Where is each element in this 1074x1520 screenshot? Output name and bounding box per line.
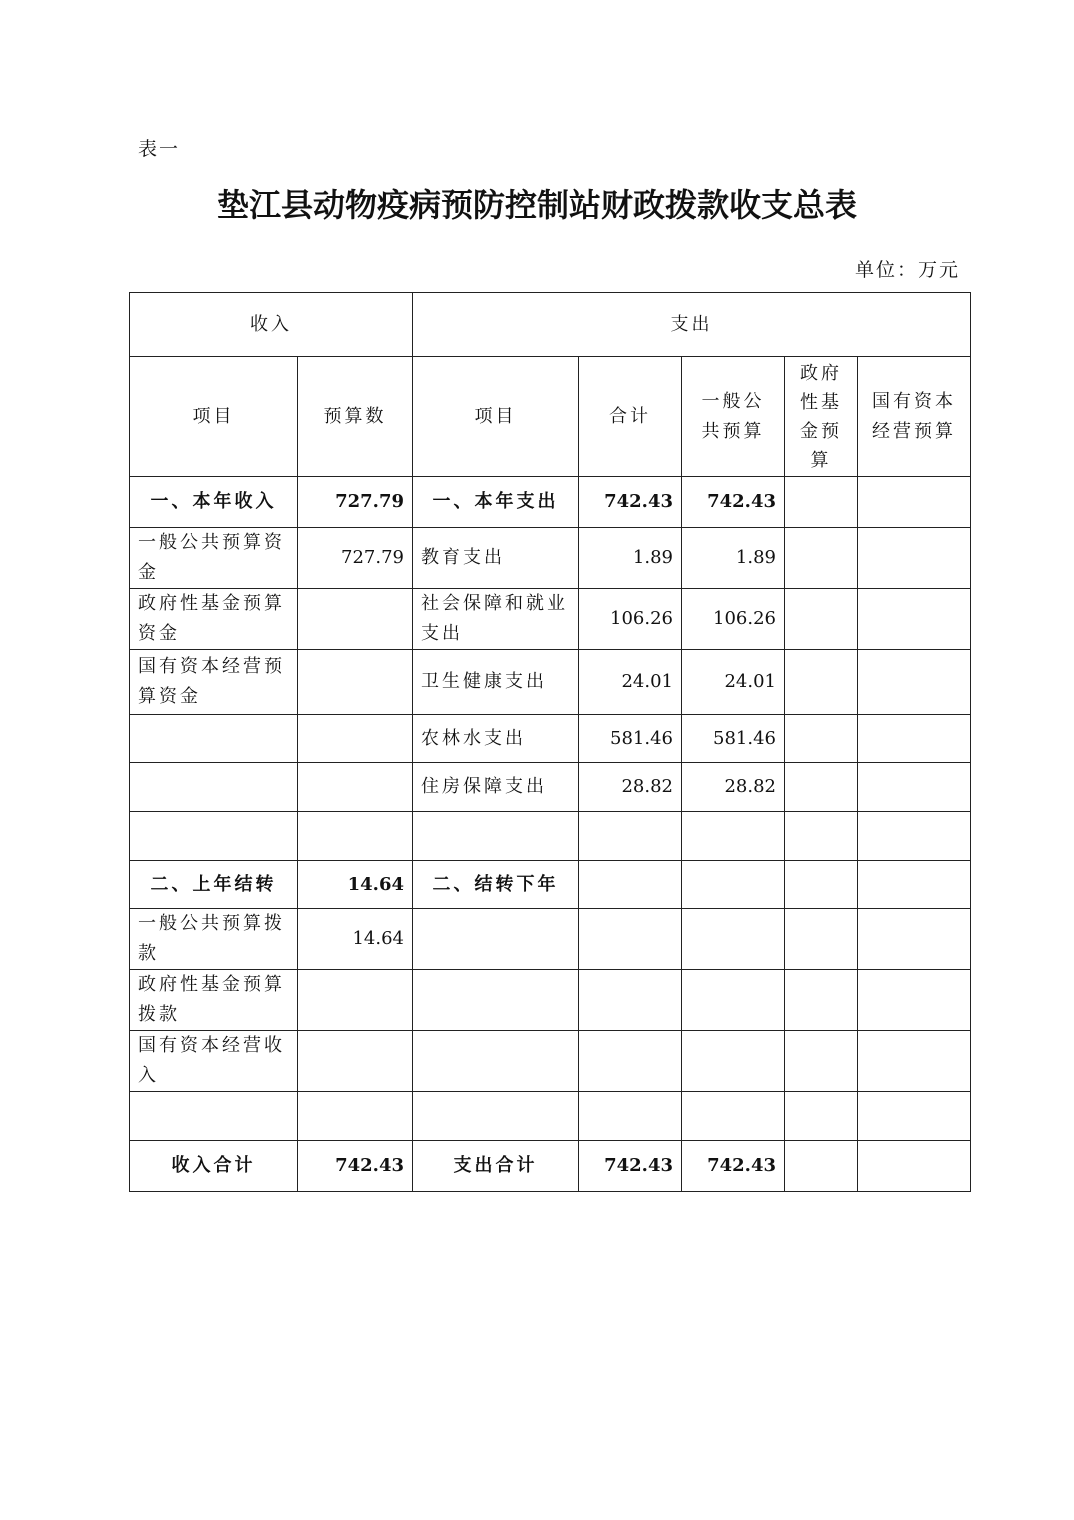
col-general-budget: 一般公共预算 <box>682 357 785 477</box>
income-item-cell: 政府性基金预算资金 <box>130 589 298 650</box>
expense-item-cell <box>413 812 579 861</box>
state-budget-cell <box>858 1092 971 1141</box>
general-budget-cell: 24.01 <box>682 650 785 715</box>
table-row <box>130 528 971 589</box>
expense-item-cell: 教育支出 <box>413 528 579 589</box>
income-item-cell <box>130 763 298 812</box>
income-amount-cell <box>298 812 413 861</box>
table-label: 表一 <box>138 138 181 160</box>
table-row <box>130 477 971 528</box>
col-fund-budget: 政府性基金预算 <box>785 357 858 477</box>
state-budget-cell <box>858 650 971 715</box>
table-row <box>130 715 971 763</box>
table-row <box>130 589 971 650</box>
expense-item-cell: 一、本年支出 <box>413 477 579 528</box>
state-budget-cell <box>858 1141 971 1192</box>
general-budget-cell <box>682 1092 785 1141</box>
col-state-budget: 国有资本经营预算 <box>858 357 971 477</box>
total-cell <box>579 1092 682 1141</box>
income-item-cell: 二、上年结转 <box>130 861 298 909</box>
income-header: 收入 <box>130 293 413 357</box>
total-cell: 1.89 <box>579 528 682 589</box>
unit-note: 单位：万元 <box>854 259 960 281</box>
total-cell: 742.43 <box>579 1141 682 1192</box>
table-row <box>130 1031 971 1092</box>
income-amount-cell: 742.43 <box>298 1141 413 1192</box>
state-budget-cell <box>858 970 971 1031</box>
total-cell <box>579 909 682 970</box>
page-title: 垫江县动物疫病预防控制站财政拨款收支总表 <box>216 186 857 224</box>
table-row <box>130 1092 971 1141</box>
total-cell: 106.26 <box>579 589 682 650</box>
total-cell <box>579 1031 682 1092</box>
table-row <box>130 861 971 909</box>
header-row-columns <box>130 357 971 477</box>
fund-budget-cell <box>785 763 858 812</box>
expense-header: 支出 <box>413 293 971 357</box>
expense-item-cell <box>413 1092 579 1141</box>
general-budget-cell: 1.89 <box>682 528 785 589</box>
expense-item-cell: 社会保障和就业支出 <box>413 589 579 650</box>
expense-item-cell <box>413 970 579 1031</box>
income-amount-cell: 727.79 <box>298 477 413 528</box>
expense-item-cell: 农林水支出 <box>413 715 579 763</box>
total-cell <box>579 861 682 909</box>
general-budget-cell <box>682 970 785 1031</box>
fund-budget-cell <box>785 970 858 1031</box>
general-budget-cell: 106.26 <box>682 589 785 650</box>
fund-budget-cell <box>785 1092 858 1141</box>
expense-item-cell <box>413 1031 579 1092</box>
expense-item-cell: 支出合计 <box>413 1141 579 1192</box>
income-amount-cell <box>298 589 413 650</box>
state-budget-cell <box>858 909 971 970</box>
income-amount-cell <box>298 1092 413 1141</box>
table-row <box>130 812 971 861</box>
col-income-item: 项目 <box>130 357 298 477</box>
general-budget-cell <box>682 1031 785 1092</box>
income-amount-cell: 727.79 <box>298 528 413 589</box>
fund-budget-cell <box>785 528 858 589</box>
income-item-cell: 国有资本经营预算资金 <box>130 650 298 715</box>
fund-budget-cell <box>785 589 858 650</box>
expense-item-cell <box>413 909 579 970</box>
income-amount-cell <box>298 763 413 812</box>
col-income-budget: 预算数 <box>298 357 413 477</box>
total-cell: 581.46 <box>579 715 682 763</box>
total-cell: 24.01 <box>579 650 682 715</box>
expense-item-cell: 二、结转下年 <box>413 861 579 909</box>
state-budget-cell <box>858 528 971 589</box>
income-amount-cell: 14.64 <box>298 909 413 970</box>
general-budget-cell <box>682 909 785 970</box>
income-amount-cell <box>298 1031 413 1092</box>
table-row <box>130 1141 971 1192</box>
fund-budget-cell <box>785 477 858 528</box>
income-amount-cell: 14.64 <box>298 861 413 909</box>
header-row-group <box>130 293 971 357</box>
income-amount-cell <box>298 715 413 763</box>
col-expense-item: 项目 <box>413 357 579 477</box>
state-budget-cell <box>858 763 971 812</box>
table-row <box>130 650 971 715</box>
income-item-cell: 政府性基金预算拨款 <box>130 970 298 1031</box>
budget-summary-table <box>129 292 971 1192</box>
state-budget-cell <box>858 715 971 763</box>
total-cell <box>579 812 682 861</box>
income-item-cell: 一般公共预算资金 <box>130 528 298 589</box>
fund-budget-cell <box>785 1031 858 1092</box>
fund-budget-cell <box>785 812 858 861</box>
state-budget-cell <box>858 1031 971 1092</box>
general-budget-cell: 742.43 <box>682 1141 785 1192</box>
fund-budget-cell <box>785 650 858 715</box>
income-item-cell: 国有资本经营收入 <box>130 1031 298 1092</box>
income-item-cell: 收入合计 <box>130 1141 298 1192</box>
table-row <box>130 909 971 970</box>
fund-budget-cell <box>785 1141 858 1192</box>
total-cell: 742.43 <box>579 477 682 528</box>
total-cell: 28.82 <box>579 763 682 812</box>
table-row <box>130 763 971 812</box>
state-budget-cell <box>858 812 971 861</box>
state-budget-cell <box>858 861 971 909</box>
total-cell <box>579 970 682 1031</box>
fund-budget-cell <box>785 861 858 909</box>
general-budget-cell: 581.46 <box>682 715 785 763</box>
expense-item-cell: 卫生健康支出 <box>413 650 579 715</box>
col-total: 合计 <box>579 357 682 477</box>
general-budget-cell <box>682 812 785 861</box>
income-amount-cell <box>298 650 413 715</box>
income-item-cell: 一、本年收入 <box>130 477 298 528</box>
income-item-cell <box>130 812 298 861</box>
general-budget-cell: 28.82 <box>682 763 785 812</box>
income-amount-cell <box>298 970 413 1031</box>
fund-budget-cell <box>785 909 858 970</box>
fund-budget-cell <box>785 715 858 763</box>
general-budget-cell <box>682 861 785 909</box>
income-item-cell <box>130 1092 298 1141</box>
state-budget-cell <box>858 477 971 528</box>
state-budget-cell <box>858 589 971 650</box>
expense-item-cell: 住房保障支出 <box>413 763 579 812</box>
income-item-cell: 一般公共预算拨款 <box>130 909 298 970</box>
general-budget-cell: 742.43 <box>682 477 785 528</box>
table-row <box>130 970 971 1031</box>
income-item-cell <box>130 715 298 763</box>
